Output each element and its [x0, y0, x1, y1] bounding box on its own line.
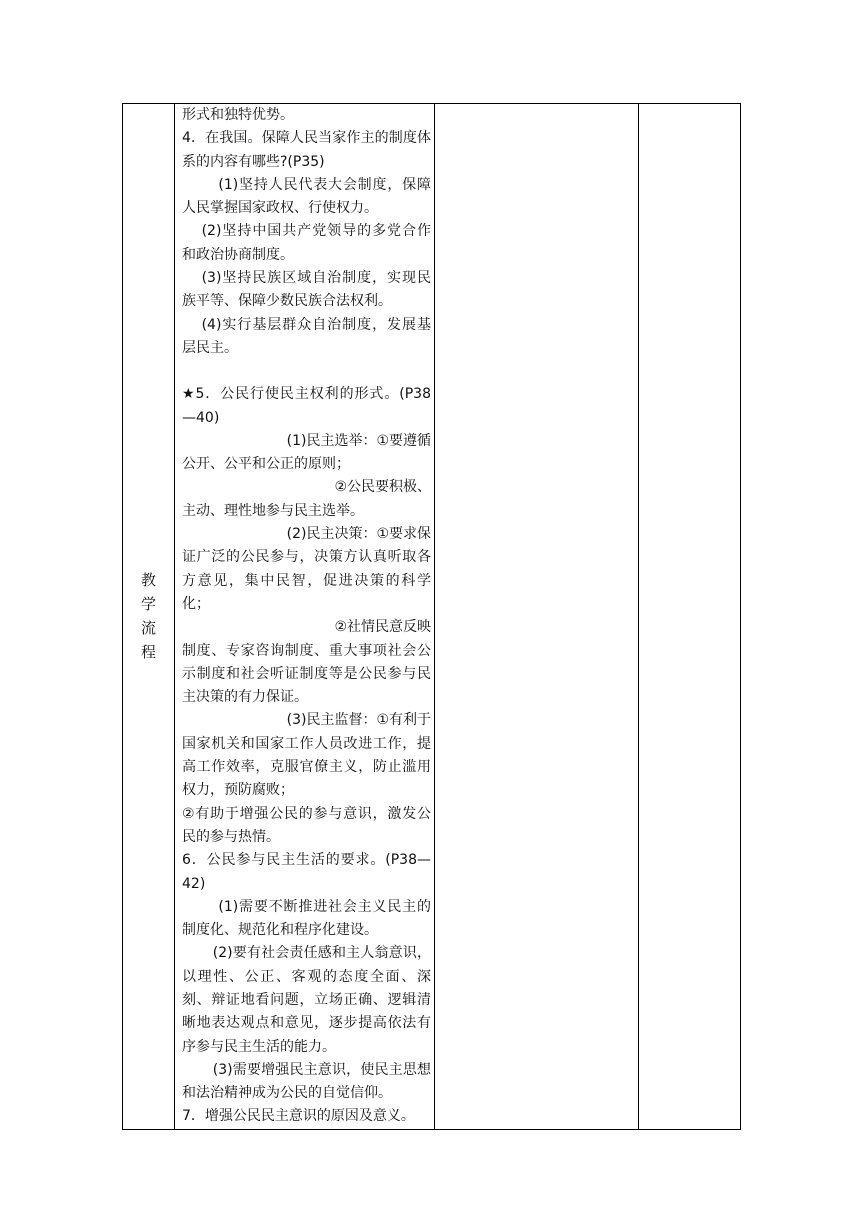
- content-cell: [175, 104, 435, 1130]
- empty-cell-4: [639, 104, 741, 1130]
- paragraph: (3)坚持民族区域自治制度，实现民族平等、保障少数民族合法权利。: [182, 270, 431, 310]
- paragraph: 主动、理性地参与民主选举。: [182, 502, 364, 519]
- paragraph: (1)民主选举：①要遵循: [286, 432, 431, 449]
- paragraph: ②公民要积极、: [334, 479, 431, 496]
- empty-cell-3: [435, 104, 639, 1130]
- paragraph: (4)实行基层群众自治制度，发展基层民主。: [182, 316, 431, 356]
- paragraph: (1)坚持人民代表大会制度，保障人民掌握国家政权、行使权力。: [182, 176, 431, 217]
- paragraph: 形式和独特优势。: [182, 107, 294, 123]
- paragraph: 6．公民参与民主生活的要求。(P38—42): [182, 852, 431, 892]
- paragraph: ★5．公民行使民主权利的形式。(P38—40): [182, 386, 431, 426]
- paragraph: 7．增强公民民主意识的原因及意义。: [182, 1108, 415, 1125]
- paragraph: ②社情民意反映: [334, 619, 431, 636]
- paragraph: 制度、专家咨询制度、重大事项社会公示制度和社会听证制度等是公民参与民主决策的有力保证。: [182, 642, 431, 706]
- row-label: 教学流程: [140, 571, 156, 662]
- paragraph: (1)需要不断推进社会主义民主的制度化、规范化和程序化建设。: [182, 898, 431, 939]
- paragraph: 4．在我国。保障人民当家作主的制度体系的内容有哪些?(P35): [182, 130, 431, 170]
- row-label-cell: [123, 104, 175, 1130]
- paragraph: 证广泛的公民参与，决策方认真听取各方意见，集中民智，促进决策的科学化；: [182, 549, 431, 612]
- paragraph: ②有助于增强公民的参与意识，激发公民的参与热情。: [182, 805, 431, 845]
- content-body: [175, 104, 434, 1129]
- paragraph: [182, 360, 431, 383]
- paragraph: (3)民主监督：①有利于: [286, 712, 431, 729]
- lesson-plan-table: [122, 103, 741, 1130]
- table-row: [123, 104, 741, 1130]
- paragraph: (3)需要增强民主意识，使民主思想和法治精神成为公民的自觉信仰。: [182, 1061, 431, 1102]
- paragraph: (2)民主决策：①要求保: [286, 526, 431, 543]
- paragraph: (2)坚持中国共产党领导的多党合作和政治协商制度。: [182, 223, 431, 263]
- paragraph: (2)要有社会责任感和主人翁意识，以理性、公正、客观的态度全面、深刻、辩证地看问题，立场正确、逻辑清晰地表达观点和意见，逐步提高依法有序参与民主生活的能力。: [182, 945, 431, 1055]
- paragraph: 国家机关和国家工作人员改进工作，提高工作效率，克服官僚主义，防止滥用权力，预防腐败；: [182, 735, 431, 799]
- paragraph: 公开、公平和公正的原则；: [182, 456, 350, 473]
